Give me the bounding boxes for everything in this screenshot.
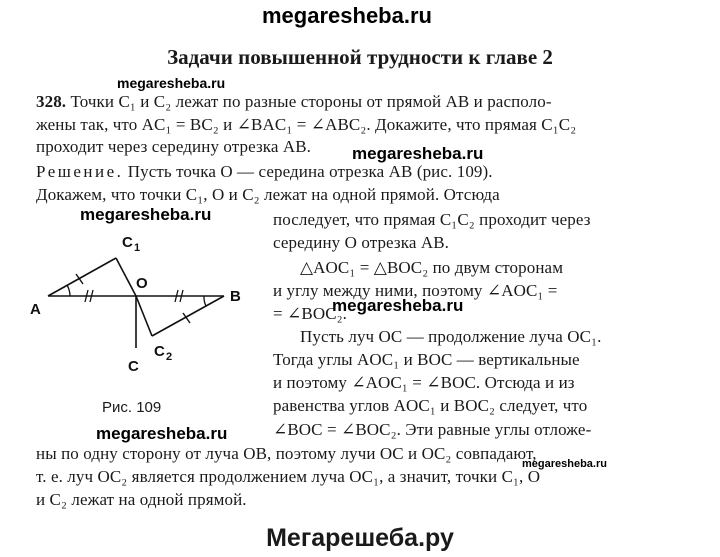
label-c2: C (154, 343, 165, 360)
solution-right-line-5: = ∠BOC₂. (273, 304, 348, 323)
angle-arc-a (67, 285, 70, 296)
problem-line-3: проходит через середину отрезка AB. (36, 137, 312, 156)
watermark-under-title: megaresheba.ru (117, 75, 226, 91)
watermark-over-figure: megaresheba.ru (80, 205, 212, 224)
label-c: C (128, 358, 139, 375)
solution-right-line-8: и поэтому ∠AOC₁ = ∠BOC. Отсюда и из (273, 373, 575, 392)
watermark-after-ab: megaresheba.ru (352, 144, 484, 163)
figure-109 (28, 228, 268, 378)
segment-c2b (152, 296, 224, 336)
label-c2-sub: 2 (166, 351, 173, 363)
header-watermark: megaresheba.ru (262, 3, 432, 28)
problem-text-1: Точки C₁ и C₂ лежат по разные стороны от прямой AB и располо- (70, 92, 552, 111)
solution-right-line-10: ∠BOC = ∠BOC₂. Эти равные углы отложе- (273, 420, 592, 439)
segment-oc2 (136, 296, 152, 336)
footer-watermark: Мегарешеба.ру (266, 524, 454, 552)
solution-right-line-6: Пусть луч OC — продолжение луча OC₁. (300, 327, 602, 346)
watermark-small-right: megaresheba.ru (522, 458, 607, 470)
solution-text-1: Пусть точка O — середина отрезка AB (рис. 109). (127, 162, 493, 181)
problem-line-2: жены так, что AC₁ = BC₂ и ∠BAC₁ = ∠ABC₂. Докажите, что прямая C₁C₂ (36, 115, 577, 134)
solution-full-line-3: и C₂ лежат на одной прямой. (36, 490, 247, 509)
label-c1: C (122, 234, 133, 251)
solution-line-1 (36, 162, 493, 182)
page-title: Задачи повышенной трудности к главе 2 (167, 45, 553, 69)
watermark-middle: megaresheba.ru (332, 296, 464, 315)
segment-ac1 (48, 258, 116, 296)
solution-label: Решение. (36, 162, 124, 181)
solution-line-2: Докажем, что точки C₁, O и C₂ лежат на одной прямой. Отсюда (36, 185, 500, 204)
solution-right-line-3: △AOC₁ = △BOC₂ по двум сторонам (300, 258, 564, 277)
problem-number: 328. (36, 92, 67, 111)
figure-caption: Рис. 109 (102, 399, 162, 416)
solution-right-line-2: середину O отрезка AB. (273, 233, 449, 252)
label-b: B (230, 288, 241, 305)
angle-arc-b (204, 296, 206, 306)
solution-right-line-1: последует, что прямая C₁C₂ проходит через (273, 210, 591, 229)
problem-line-1 (36, 92, 552, 112)
solution-full-line-1: ны по одну сторону от луча OB, поэтому лучи OC и OC₂ совпадают, (36, 444, 537, 463)
label-o: O (136, 275, 148, 292)
solution-right-line-4: и углу между ними, поэтому ∠AOC₁ = (273, 281, 558, 300)
solution-right-line-7: Тогда углы AOC₁ и BOC — вертикальные (273, 350, 580, 369)
solution-full-line-2: т. е. луч OC₂ является продолжением луча OC₁, а значит, точки C₁, O (36, 467, 541, 486)
watermark-lower-left: megaresheba.ru (96, 424, 228, 443)
label-c1-sub: 1 (134, 242, 141, 254)
label-a: A (30, 301, 41, 318)
segment-c1o (116, 258, 136, 296)
solution-right-line-9: равенства углов AOC₁ и BOC₂ следует, что (273, 396, 588, 415)
